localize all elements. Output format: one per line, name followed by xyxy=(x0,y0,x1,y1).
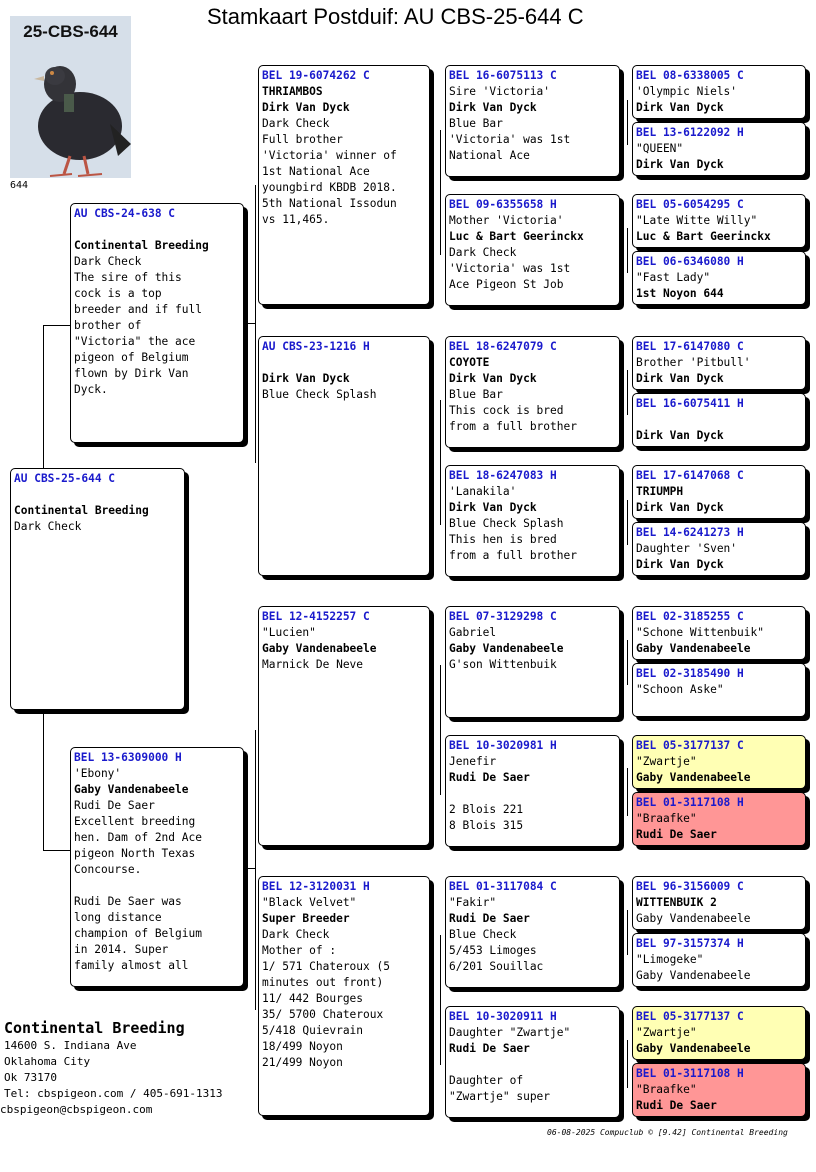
pedigree-line: The sire of this xyxy=(74,271,182,284)
breeder-name: Continental Breeding xyxy=(4,1019,185,1037)
pedigree-box-ss-dam xyxy=(445,194,620,306)
pedigree-line: 'Ebony' xyxy=(74,767,122,780)
pedigree-line: "Braafke" xyxy=(636,812,697,825)
pedigree-box-dam-dam xyxy=(258,876,430,1116)
pedigree-line: Rudi De Saer xyxy=(636,828,717,841)
connector xyxy=(440,665,441,795)
pedigree-box-g1 xyxy=(632,65,806,119)
pedigree-line: "Schoon Aske" xyxy=(636,683,724,696)
pedigree-line: Brother 'Pitbull' xyxy=(636,356,751,369)
pedigree-line: Concourse. xyxy=(74,863,142,876)
pedigree-line: G'son Wittenbuik xyxy=(449,658,557,671)
pedigree-line: Gaby Vandenabeele xyxy=(636,771,751,784)
pedigree-box-g15 xyxy=(632,1006,806,1060)
connector xyxy=(255,730,256,1010)
breeder-address-line: Ok 73170 xyxy=(4,1071,57,1084)
pedigree-box-sire xyxy=(70,203,244,443)
ring-number: BEL 97-3157374 H xyxy=(636,937,744,950)
connector xyxy=(43,710,44,850)
pedigree-line: COYOTE xyxy=(449,356,490,369)
pedigree-box-g8 xyxy=(632,522,806,576)
connector xyxy=(248,868,255,869)
pedigree-line: minutes out front) xyxy=(262,976,384,989)
breeder-info xyxy=(0,1018,223,1118)
pedigree-line: Dirk Van Dyck xyxy=(636,372,724,385)
ring-number: BEL 17-6147080 C xyxy=(636,340,744,353)
ring-number: BEL 17-6147068 C xyxy=(636,469,744,482)
pedigree-box-sire-dam xyxy=(258,336,430,576)
pedigree-line: Dark Check xyxy=(262,117,330,130)
pedigree-box-g7 xyxy=(632,465,806,519)
connector xyxy=(627,228,628,273)
pedigree-line: Rudi De Saer was xyxy=(74,895,182,908)
pedigree-line: Super Breeder xyxy=(262,912,350,925)
pedigree-line: Rudi De Saer xyxy=(636,1099,717,1112)
ring-number: BEL 18-6247083 H xyxy=(449,469,557,482)
ring-number: BEL 01-3117108 H xyxy=(636,1067,744,1080)
pedigree-box-sd-sire xyxy=(445,336,620,448)
ring-number: BEL 96-3156009 C xyxy=(636,880,744,893)
pedigree-line: 1/ 571 Chateroux (5 xyxy=(262,960,390,973)
pedigree-line: "Late Witte Willy" xyxy=(636,214,758,227)
pedigree-box-sd-dam xyxy=(445,465,620,577)
pedigree-line: breeder and if full xyxy=(74,303,202,316)
pedigree-line: "Black Velvet" xyxy=(262,896,357,909)
pedigree-line: Dark Check xyxy=(14,520,82,533)
photo-ring-label: 25-CBS-644 xyxy=(23,22,118,41)
pedigree-line: Marnick De Neve xyxy=(262,658,364,671)
pedigree-line: from a full brother xyxy=(449,420,577,433)
pedigree-line: "Limogeke" xyxy=(636,953,704,966)
breeder-address-line: 14600 S. Indiana Ave xyxy=(4,1039,137,1052)
pedigree-box-dam-sire xyxy=(258,606,430,846)
pedigree-line: This hen is bred xyxy=(449,533,557,546)
pedigree-box-g11 xyxy=(632,735,806,789)
pedigree-line: Dirk Van Dyck xyxy=(449,501,537,514)
pedigree-line: champion of Belgium xyxy=(74,927,202,940)
pedigree-line: Sire 'Victoria' xyxy=(449,85,551,98)
pedigree-line: family almost all xyxy=(74,959,189,972)
pedigree-line: 5/418 Quievrain xyxy=(262,1024,364,1037)
pedigree-box-ss-sire xyxy=(445,65,620,177)
connector xyxy=(248,323,255,324)
connector xyxy=(627,370,628,415)
pedigree-line xyxy=(449,1057,616,1073)
connector xyxy=(43,325,44,470)
pedigree-line xyxy=(449,786,616,802)
pedigree-line: Rudi De Saer xyxy=(449,912,530,925)
ring-number: BEL 14-6241273 H xyxy=(636,526,744,539)
ring-number: BEL 12-4152257 C xyxy=(262,610,370,623)
ring-number: BEL 05-3177137 C xyxy=(636,1010,744,1023)
ring-number: BEL 16-6075113 C xyxy=(449,69,557,82)
pedigree-line: "Fast Lady" xyxy=(636,271,711,284)
pedigree-line: Dirk Van Dyck xyxy=(636,501,724,514)
pedigree-line: Dirk Van Dyck xyxy=(262,372,350,385)
pedigree-line: Luc & Bart Geerinckx xyxy=(449,230,584,243)
connector xyxy=(440,935,441,1065)
photo-caption: 644 xyxy=(10,180,29,191)
pedigree-line: Daughter 'Sven' xyxy=(636,542,738,555)
ring-number: BEL 02-3185490 H xyxy=(636,667,744,680)
pedigree-box-g9 xyxy=(632,606,806,660)
pedigree-line: in 2014. Super xyxy=(74,943,169,956)
breeder-address-line: Oklahoma City xyxy=(4,1055,91,1068)
ring-number: BEL 09-6355658 H xyxy=(449,198,557,211)
connector xyxy=(440,400,441,525)
pedigree-box-g14 xyxy=(632,933,806,987)
connector xyxy=(627,768,628,816)
pedigree-line: Dirk Van Dyck xyxy=(262,101,350,114)
pedigree-line: hen. Dam of 2nd Ace xyxy=(74,831,202,844)
pedigree-box-g10 xyxy=(632,663,806,717)
pedigree-line: Gaby Vandenabeele xyxy=(636,912,751,925)
pigeon-photo xyxy=(10,16,131,178)
connector xyxy=(43,850,70,851)
pedigree-line: long distance xyxy=(74,911,162,924)
pedigree-line: Blue Check Splash xyxy=(262,388,377,401)
ring-number: AU CBS-23-1216 H xyxy=(262,340,370,353)
pedigree-line: Blue Check Splash xyxy=(449,517,564,530)
pedigree-line: 5th National Issodun xyxy=(262,197,397,210)
ring-number: BEL 10-3020911 H xyxy=(449,1010,557,1023)
pedigree-box-g4 xyxy=(632,251,806,305)
pedigree-line: vs 11,465. xyxy=(262,213,330,226)
pedigree-line: Blue Bar xyxy=(449,117,503,130)
pedigree-line: "Lucien" xyxy=(262,626,316,639)
pedigree-line: Gaby Vandenabeele xyxy=(636,1042,751,1055)
pedigree-line: Ace Pigeon St Job xyxy=(449,278,564,291)
pedigree-line: 21/499 Noyon xyxy=(262,1056,343,1069)
pedigree-line: 35/ 5700 Chateroux xyxy=(262,1008,384,1021)
pedigree-box-g2 xyxy=(632,122,806,176)
pedigree-line: Excellent breeding xyxy=(74,815,196,828)
pedigree-line: Dirk Van Dyck xyxy=(636,429,724,442)
connector xyxy=(255,185,256,463)
pedigree-line xyxy=(14,487,181,503)
pedigree-line: Dark Check xyxy=(74,255,142,268)
pedigree-line: Luc & Bart Geerinckx xyxy=(636,230,771,243)
pedigree-box-subject xyxy=(10,468,185,710)
pedigree-line: National Ace xyxy=(449,149,530,162)
ring-number: BEL 05-6054295 C xyxy=(636,198,744,211)
pedigree-line: 'Olympic Niels' xyxy=(636,85,738,98)
connector xyxy=(43,325,70,326)
pedigree-line: Dirk Van Dyck xyxy=(636,558,724,571)
pedigree-line: "Victoria" the ace xyxy=(74,335,196,348)
connector xyxy=(440,130,441,255)
pedigree-box-dd-sire xyxy=(445,876,620,988)
connector xyxy=(627,100,628,145)
pedigree-line: 'Victoria' was 1st xyxy=(449,133,571,146)
ring-number: BEL 10-3020981 H xyxy=(449,739,557,752)
pedigree-line: This cock is bred xyxy=(449,404,564,417)
pedigree-line: Blue Bar xyxy=(449,388,503,401)
pedigree-line: Rudi De Saer xyxy=(449,771,530,784)
pedigree-line: "Zwartje" xyxy=(636,755,697,768)
pedigree-line: Dark Check xyxy=(262,928,330,941)
pedigree-line: Dirk Van Dyck xyxy=(449,101,537,114)
pedigree-line: pigeon North Texas xyxy=(74,847,196,860)
pedigree-line xyxy=(636,412,802,428)
pedigree-line: "Braafke" xyxy=(636,1083,697,1096)
pedigree-line: 'Victoria' was 1st xyxy=(449,262,571,275)
pedigree-line: Dyck. xyxy=(74,383,108,396)
pedigree-line: Daughter "Zwartje" xyxy=(449,1026,571,1039)
pedigree-line: Full brother xyxy=(262,133,343,146)
pedigree-line: cock is a top xyxy=(74,287,162,300)
pedigree-line: Daughter of xyxy=(449,1074,524,1087)
pedigree-line: pigeon of Belgium xyxy=(74,351,189,364)
pedigree-line: "Zwartje" xyxy=(636,1026,697,1039)
ring-number: BEL 01-3117108 H xyxy=(636,796,744,809)
pedigree-line xyxy=(74,878,240,894)
ring-number: BEL 05-3177137 C xyxy=(636,739,744,752)
ring-number: BEL 07-3129298 C xyxy=(449,610,557,623)
pedigree-line: Gaby Vandenabeele xyxy=(74,783,189,796)
connector xyxy=(627,500,628,545)
pedigree-box-g3 xyxy=(632,194,806,248)
pedigree-line: Dirk Van Dyck xyxy=(636,158,724,171)
pedigree-box-sire-sire xyxy=(258,65,430,305)
pedigree-box-g5 xyxy=(632,336,806,390)
pedigree-line: TRIUMPH xyxy=(636,485,684,498)
ring-number: BEL 02-3185255 C xyxy=(636,610,744,623)
pedigree-line: from a full brother xyxy=(449,549,577,562)
pedigree-line xyxy=(74,222,240,238)
pedigree-line: 8 Blois 315 xyxy=(449,819,524,832)
pedigree-line xyxy=(262,355,426,371)
ring-number: BEL 16-6075411 H xyxy=(636,397,744,410)
breeder-email: cbspigeon@cbspigeon.com xyxy=(0,1103,153,1116)
connector xyxy=(627,1040,628,1088)
footer-stamp: 06-08-2025 Compuclub © [9.42] Continental Breeding xyxy=(547,1128,788,1137)
pedigree-line: Gaby Vandenabeele xyxy=(636,969,751,982)
pedigree-line: Jenefir xyxy=(449,755,497,768)
pedigree-box-dd-dam xyxy=(445,1006,620,1118)
pedigree-line: "Fakir" xyxy=(449,896,497,909)
pedigree-box-g12 xyxy=(632,792,806,846)
pedigree-line: Rudi De Saer xyxy=(74,799,155,812)
pedigree-line: 18/499 Noyon xyxy=(262,1040,343,1053)
pedigree-line: 2 Blois 221 xyxy=(449,803,524,816)
pedigree-box-ds-dam xyxy=(445,735,620,847)
pedigree-line: THRIAMBOS xyxy=(262,85,323,98)
ring-number: BEL 18-6247079 C xyxy=(449,340,557,353)
pedigree-line: Continental Breeding xyxy=(74,239,209,252)
pedigree-line: Dark Check xyxy=(449,246,517,259)
pedigree-line: Rudi De Saer xyxy=(449,1042,530,1055)
connector xyxy=(627,640,628,685)
ring-number: BEL 19-6074262 C xyxy=(262,69,370,82)
pedigree-line: "Zwartje" super xyxy=(449,1090,551,1103)
breeder-phone: Tel: cbspigeon.com / 405-691-1313 xyxy=(4,1087,223,1100)
pedigree-line: Gaby Vandenabeele xyxy=(262,642,377,655)
pedigree-line: "QUEEN" xyxy=(636,142,684,155)
ring-number: BEL 01-3117084 C xyxy=(449,880,557,893)
ring-number: AU CBS-24-638 C xyxy=(74,207,176,220)
pedigree-line: 'Victoria' winner of xyxy=(262,149,397,162)
pedigree-line: Mother 'Victoria' xyxy=(449,214,564,227)
ring-number: BEL 13-6122092 H xyxy=(636,126,744,139)
page-title: Stamkaart Postduif: AU CBS-25-644 C xyxy=(207,4,584,29)
pedigree-box-g6 xyxy=(632,393,806,447)
pedigree-line: Gabriel xyxy=(449,626,497,639)
pedigree-line: "Schone Wittenbuik" xyxy=(636,626,764,639)
pedigree-line: Dirk Van Dyck xyxy=(449,372,537,385)
pedigree-line: Gaby Vandenabeele xyxy=(636,642,751,655)
pedigree-box-ds-sire xyxy=(445,606,620,718)
ring-number: BEL 08-6338005 C xyxy=(636,69,744,82)
ring-number: BEL 12-3120031 H xyxy=(262,880,370,893)
pedigree-line: 'Lanakila' xyxy=(449,485,517,498)
ring-number: BEL 13-6309000 H xyxy=(74,751,182,764)
pedigree-line: Gaby Vandenabeele xyxy=(449,642,564,655)
pedigree-line: brother of xyxy=(74,319,142,332)
pedigree-line: youngbird KBDB 2018. xyxy=(262,181,397,194)
pedigree-line: Mother of : xyxy=(262,944,337,957)
pedigree-line: Dirk Van Dyck xyxy=(636,101,724,114)
pedigree-line: 6/201 Souillac xyxy=(449,960,544,973)
connector xyxy=(627,910,628,955)
pedigree-line: 1st Noyon 644 xyxy=(636,287,724,300)
pedigree-line: flown by Dirk Van xyxy=(74,367,189,380)
pedigree-line: 5/453 Limoges xyxy=(449,944,537,957)
pedigree-line: Continental Breeding xyxy=(14,504,149,517)
ring-number: BEL 06-6346080 H xyxy=(636,255,744,268)
pedigree-line: Blue Check xyxy=(449,928,517,941)
pedigree-line: WITTENBUIK 2 xyxy=(636,896,717,909)
pedigree-line: 11/ 442 Bourges xyxy=(262,992,364,1005)
pedigree-box-g13 xyxy=(632,876,806,930)
pedigree-line: 1st National Ace xyxy=(262,165,370,178)
pedigree-box-g16 xyxy=(632,1063,806,1117)
pedigree-box-dam xyxy=(70,747,244,987)
ring-number: AU CBS-25-644 C xyxy=(14,472,116,485)
